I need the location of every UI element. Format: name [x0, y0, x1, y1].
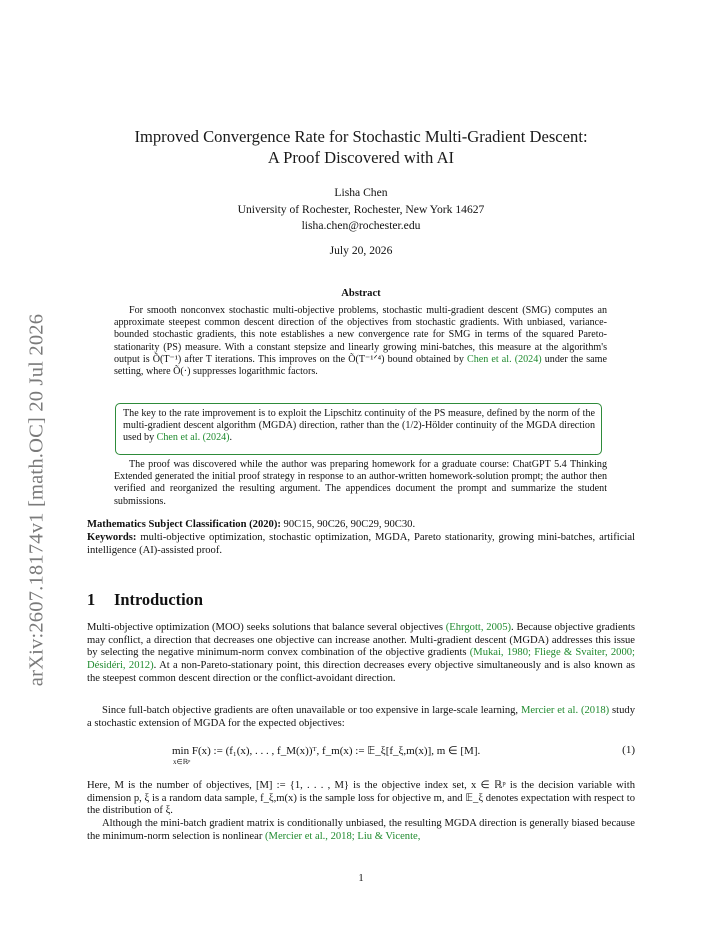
msc-value: 90C15, 90C26, 90C29, 90C30. [280, 519, 416, 530]
section-title: Introduction [114, 590, 203, 609]
citation-link[interactable]: (Mukai, 1980; Fliege & Svaiter, 2000; Désidéri, 2012) [87, 647, 635, 672]
section-heading [87, 590, 203, 610]
body-text: study a stochastic extension of MGDA for the expected objectives: [87, 705, 636, 729]
author-name: Lisha Chen [334, 186, 388, 199]
classification-block [87, 518, 635, 557]
body-text: Since full-batch objective gradients are often unavailable or too expensive in large-scale learning, [102, 705, 521, 716]
section-number: 1 [87, 590, 96, 609]
body-text: . At a non-Pareto-stationary point, this direction decreases every objective simultaneously and is also known as the steepest common descent direction or the conflict-avoidant direction. [87, 660, 635, 684]
page-number: 1 [358, 873, 364, 884]
highlight-box [115, 403, 602, 455]
keywords-line [87, 531, 635, 557]
citation-link[interactable]: (Ehrgott, 2005) [445, 622, 512, 633]
equation-body: min F(x) := (f₁(x), . . . , f_M(x))ᵀ, f_m(x) := 𝔼_ξ[f_ξ,m(x)], m ∈ [M]. [172, 745, 481, 757]
keywords-label: Keywords: [87, 532, 137, 543]
abstract-heading: Abstract [341, 288, 381, 299]
abstract-text: under the same setting, where Õ(·) suppresses logarithmic factors. [114, 353, 607, 378]
citation-link[interactable]: (Mercier et al., 2018; Liu & Vicente, [265, 830, 421, 842]
title-line-2: A Proof Discovered with AI [267, 148, 455, 167]
citation-link[interactable]: Chen et al. (2024) [467, 353, 542, 365]
intro-paragraph-3: Here, M is the number of objectives, [M] := {1, . . . , M} is the objective index set, x ∈ ℝᵖ is the decision variable with dimension p, ξ is a random data sample, f_ξ,m(x) is the sample loss for objective m, and 𝔼_ξ denotes expectation with respect to the distribution of ξ. [87, 780, 635, 817]
author-affiliation: University of Rochester, Rochester, New York 14627 [237, 202, 485, 216]
paper-title [87, 126, 635, 168]
equation-1 [87, 744, 635, 768]
intro-paragraph-2 [87, 705, 635, 730]
body-text: Although the mini-batch gradient matrix is conditionally unbiased, the resulting MGDA direction is generally biased because the minimum-norm selection is nonlinear [87, 818, 635, 842]
abstract-paragraph-2: The proof was discovered while the author was preparing homework for a graduate course: ChatGPT 5.4 Thinking Extended generated the initial proof strategy in response to an author-written homework-solution prompt; the author then verified and reorganized the resulting argument. The appendices document the prompt and summarize the student submissions. [114, 459, 607, 507]
citation-link[interactable]: Mercier et al. (2018) [520, 705, 610, 716]
intro-paragraph-1 [87, 622, 635, 686]
paper-date: July 20, 2026 [329, 244, 393, 257]
citation-link[interactable]: Chen et al. (2024) [156, 432, 230, 444]
keywords-value: multi-objective optimization, stochastic optimization, MGDA, Pareto stationarity, growing mini-batches, artificial intelligence (AI)-assisted proof. [87, 532, 635, 556]
arxiv-stamp [22, 313, 52, 687]
highlight-text: The key to the rate improvement is to exploit the Lipschitz continuity of the PS measure, defined by the norm of the multi-gradient descent algorithm (MGDA) direction, rather than the (1/2)-Hölder continuity of the MGDA direction used by [123, 408, 595, 444]
author-email: lisha.chen@rochester.edu [301, 219, 421, 232]
equation-number: (1) [622, 744, 635, 756]
equation-subscript: x∈ℝᵖ [173, 758, 191, 766]
abstract-text: For smooth nonconvex stochastic multi-objective problems, stochastic multi-gradient descent (SMG) computes an approximate steepest common descent direction of the objectives from stochastic gradients. With unbiased, variance-bounded stochastic gradients, this note establishes a new convergence rate for SMG in terms of the squared Pareto-stationarity (PS) measure. With a constant stepsize and linearly growing mini-batches, this measure at the algorithm's output is Õ(T⁻¹) after T iterations. This improves on the Õ(T⁻¹ᐟ⁴) bound obtained by [114, 305, 607, 365]
body-text: . Because objective gradients may conflict, a direction that decreases one objective can increase another. Multi-gradient descent (MGDA) addresses this issue by selecting the negative minimum-norm convex combination of the objective gradients [87, 622, 636, 659]
msc-label: Mathematics Subject Classification (2020): [87, 519, 281, 530]
author-block [87, 185, 635, 235]
title-line-1: Improved Convergence Rate for Stochastic Multi-Gradient Descent: [134, 127, 588, 146]
msc-line [87, 518, 635, 531]
intro-paragraph-4 [87, 818, 635, 843]
abstract-paragraph-1 [114, 305, 607, 378]
highlight-text: . [229, 432, 233, 444]
arxiv-stamp-text: arXiv:2607.18174v1 [math.OC] 20 Jul 2026 [25, 313, 48, 687]
body-text: Multi-objective optimization (MOO) seeks solutions that balance several objectives [87, 622, 446, 633]
